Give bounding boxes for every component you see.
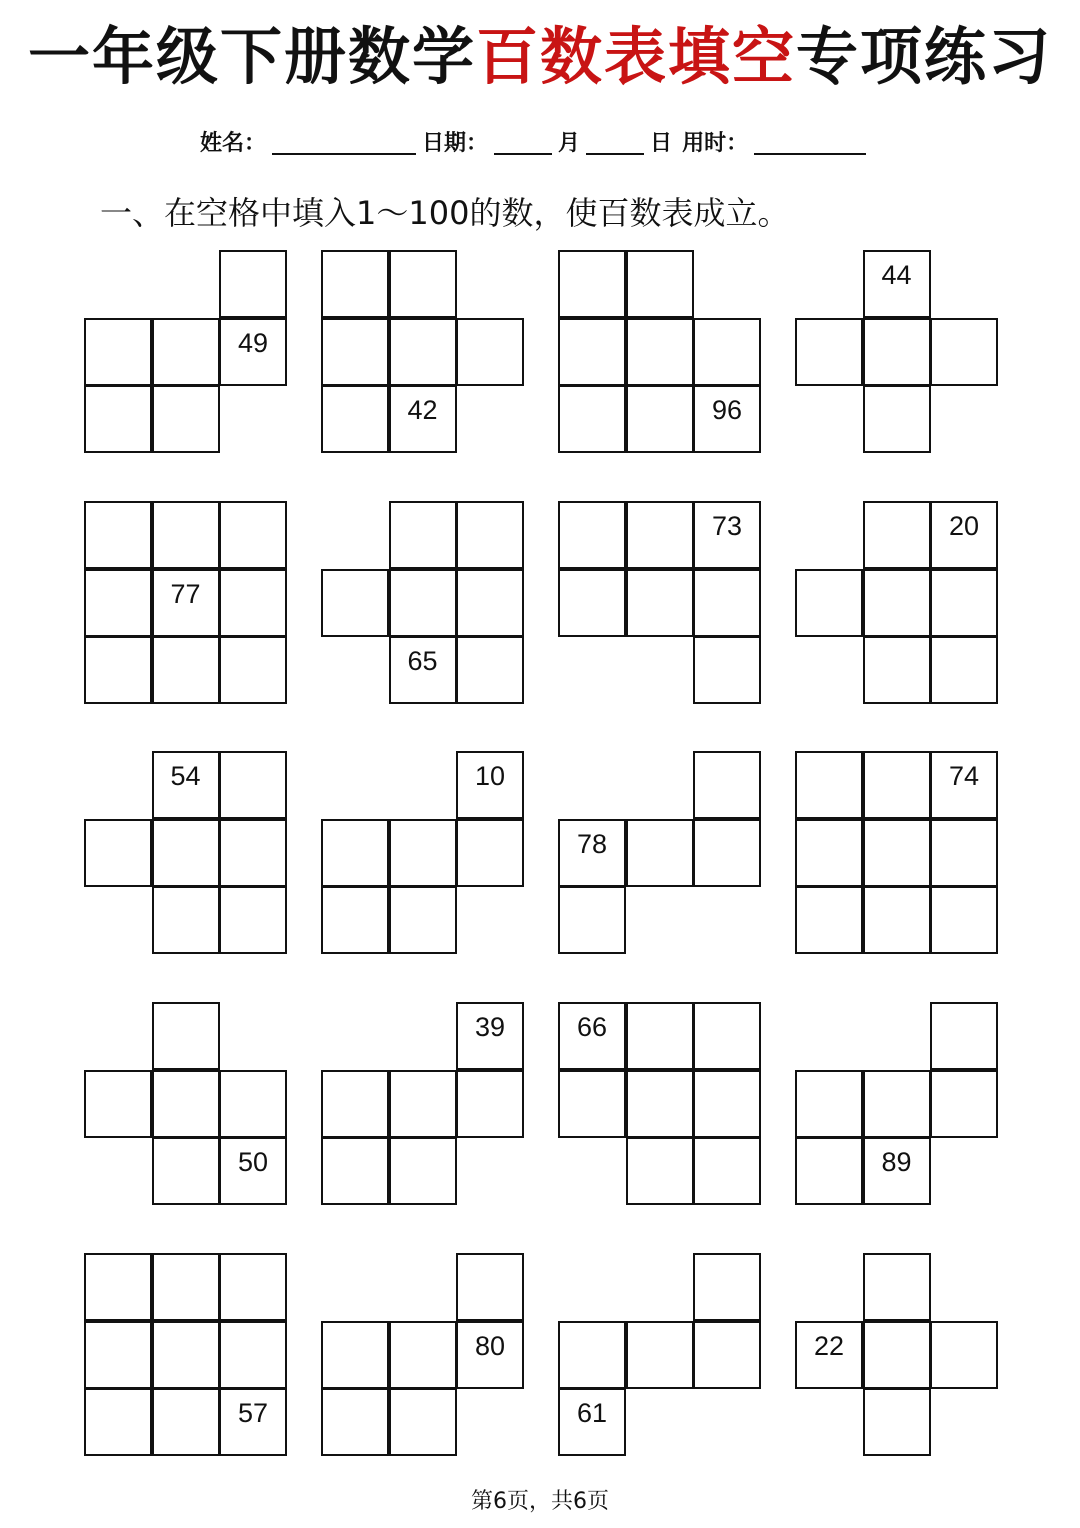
blank-cell[interactable] (321, 1388, 389, 1456)
blank-cell[interactable] (863, 1388, 931, 1456)
blank-cell[interactable] (795, 1137, 863, 1205)
blank-cell[interactable] (795, 569, 863, 637)
blank-cell[interactable] (693, 1137, 761, 1205)
blank-cell[interactable] (321, 385, 389, 453)
blank-cell[interactable] (152, 318, 220, 386)
blank-cell[interactable] (930, 819, 998, 887)
blank-cell[interactable] (321, 1137, 389, 1205)
blank-cell[interactable] (456, 1253, 524, 1321)
blank-cell[interactable] (863, 1070, 931, 1138)
given-number: 66 (576, 1012, 608, 1042)
blank-cell[interactable] (321, 1070, 389, 1138)
blank-cell[interactable] (930, 569, 998, 637)
blank-cell[interactable] (558, 1321, 626, 1389)
blank-cell[interactable] (626, 318, 694, 386)
blank-cell[interactable] (219, 250, 287, 318)
blank-cell[interactable] (152, 886, 220, 954)
blank-cell[interactable] (84, 318, 152, 386)
blank-cell[interactable] (219, 569, 287, 637)
blank-cell[interactable] (693, 819, 761, 887)
day-label: 日 (650, 131, 673, 156)
blank-cell[interactable] (321, 1321, 389, 1389)
blank-cell[interactable] (389, 1070, 457, 1138)
blank-cell[interactable] (389, 819, 457, 887)
blank-cell[interactable] (389, 318, 457, 386)
given-number: 73 (711, 511, 743, 541)
page-title (0, 20, 1080, 94)
blank-cell[interactable] (456, 819, 524, 887)
given-number: 20 (948, 511, 980, 541)
blank-cell[interactable] (389, 1388, 457, 1456)
time-blank[interactable] (754, 131, 866, 155)
given-number: 49 (237, 327, 269, 358)
blank-cell[interactable] (389, 250, 457, 318)
blank-cell[interactable] (558, 501, 626, 569)
blank-cell[interactable] (219, 886, 287, 954)
given-number-cell (558, 1002, 626, 1070)
blank-cell[interactable] (626, 385, 694, 453)
given-number: 22 (813, 1330, 845, 1361)
blank-cell[interactable] (863, 886, 931, 954)
given-number: 50 (237, 1147, 269, 1177)
blank-cell[interactable] (389, 569, 457, 637)
blank-cell[interactable] (930, 1070, 998, 1138)
blank-cell[interactable] (795, 886, 863, 954)
given-number-cell (795, 1321, 863, 1389)
given-number-cell (693, 385, 761, 453)
given-number-cell (456, 751, 524, 819)
blank-cell[interactable] (84, 1388, 152, 1456)
blank-cell[interactable] (795, 751, 863, 819)
blank-cell[interactable] (219, 1253, 287, 1321)
blank-cell[interactable] (626, 1002, 694, 1070)
time-label: 用时： (682, 131, 749, 156)
blank-cell[interactable] (795, 1070, 863, 1138)
blank-cell[interactable] (152, 1253, 220, 1321)
blank-cell[interactable] (456, 1070, 524, 1138)
given-number-cell (930, 751, 998, 819)
given-number-cell (219, 318, 287, 386)
given-number: 78 (576, 828, 608, 859)
blank-cell[interactable] (558, 886, 626, 954)
blank-cell[interactable] (84, 636, 152, 704)
given-number-cell (456, 1321, 524, 1389)
blank-cell[interactable] (152, 1070, 220, 1138)
blank-cell[interactable] (152, 385, 220, 453)
blank-cell[interactable] (456, 318, 524, 386)
blank-cell[interactable] (558, 250, 626, 318)
blank-cell[interactable] (84, 569, 152, 637)
name-label: 姓名： (200, 131, 267, 156)
blank-cell[interactable] (84, 501, 152, 569)
blank-cell[interactable] (219, 1070, 287, 1138)
blank-cell[interactable] (930, 318, 998, 386)
instruction-text: 一、在空格中填入1～100的数，使百数表成立。 (100, 194, 790, 232)
given-number: 61 (576, 1398, 608, 1428)
name-blank[interactable] (272, 131, 416, 155)
blank-cell[interactable] (152, 819, 220, 887)
blank-cell[interactable] (626, 1137, 694, 1205)
blank-cell[interactable] (626, 501, 694, 569)
given-number-cell (389, 636, 457, 704)
blank-cell[interactable] (219, 819, 287, 887)
blank-cell[interactable] (626, 1321, 694, 1389)
given-number-cell (219, 1137, 287, 1205)
blank-cell[interactable] (930, 1002, 998, 1070)
day-blank[interactable] (586, 131, 644, 155)
blank-cell[interactable] (558, 1070, 626, 1138)
given-number-cell (863, 250, 931, 318)
month-blank[interactable] (494, 131, 552, 155)
blank-cell[interactable] (863, 819, 931, 887)
blank-cell[interactable] (863, 318, 931, 386)
blank-cell[interactable] (152, 1002, 220, 1070)
blank-cell[interactable] (693, 1321, 761, 1389)
blank-cell[interactable] (693, 569, 761, 637)
given-number: 77 (170, 578, 201, 609)
blank-cell[interactable] (219, 1321, 287, 1389)
given-number-cell (389, 385, 457, 453)
blank-cell[interactable] (152, 1321, 220, 1389)
blank-cell[interactable] (389, 886, 457, 954)
given-number: 39 (474, 1012, 506, 1042)
blank-cell[interactable] (863, 1253, 931, 1321)
student-info-line (200, 126, 872, 157)
given-number: 96 (711, 395, 743, 425)
page-footer: 第6页，共6页 (471, 1489, 609, 1514)
given-number: 89 (881, 1147, 912, 1177)
blank-cell[interactable] (626, 250, 694, 318)
blank-cell[interactable] (84, 1070, 152, 1138)
given-number-cell (863, 1137, 931, 1205)
blank-cell[interactable] (456, 636, 524, 704)
title-part-1: 一年级下册数学 (27, 20, 476, 93)
given-number: 42 (407, 395, 438, 425)
blank-cell[interactable] (795, 819, 863, 887)
blank-cell[interactable] (863, 501, 931, 569)
blank-cell[interactable] (693, 1002, 761, 1070)
blank-cell[interactable] (84, 385, 152, 453)
given-number: 57 (237, 1398, 269, 1428)
given-number-cell (930, 501, 998, 569)
blank-cell[interactable] (389, 501, 457, 569)
blank-cell[interactable] (321, 819, 389, 887)
blank-cell[interactable] (321, 569, 389, 637)
title-part-2: 专项练习 (796, 20, 1053, 93)
blank-cell[interactable] (321, 250, 389, 318)
blank-cell[interactable] (152, 501, 220, 569)
blank-cell[interactable] (558, 318, 626, 386)
blank-cell[interactable] (863, 385, 931, 453)
given-number-cell (558, 819, 626, 887)
blank-cell[interactable] (863, 751, 931, 819)
blank-cell[interactable] (930, 886, 998, 954)
blank-cell[interactable] (152, 636, 220, 704)
given-number: 54 (170, 761, 201, 791)
given-number: 65 (407, 646, 438, 676)
blank-cell[interactable] (84, 1253, 152, 1321)
blank-cell[interactable] (219, 751, 287, 819)
blank-cell[interactable] (863, 636, 931, 704)
blank-cell[interactable] (389, 1137, 457, 1205)
blank-cell[interactable] (152, 1388, 220, 1456)
blank-cell[interactable] (626, 1070, 694, 1138)
blank-cell[interactable] (456, 501, 524, 569)
blank-cell[interactable] (693, 636, 761, 704)
given-number-cell (693, 501, 761, 569)
blank-cell[interactable] (693, 1070, 761, 1138)
blank-cell[interactable] (863, 1321, 931, 1389)
given-number-cell (219, 1388, 287, 1456)
blank-cell[interactable] (558, 385, 626, 453)
given-number-cell (152, 751, 220, 819)
blank-cell[interactable] (626, 819, 694, 887)
blank-cell[interactable] (456, 569, 524, 637)
blank-cell[interactable] (795, 318, 863, 386)
given-number-cell (558, 1388, 626, 1456)
blank-cell[interactable] (219, 636, 287, 704)
blank-cell[interactable] (84, 819, 152, 887)
given-number: 74 (948, 761, 980, 791)
blank-cell[interactable] (558, 569, 626, 637)
title-highlight: 百数表填空 (475, 20, 796, 93)
blank-cell[interactable] (84, 1321, 152, 1389)
date-label: 日期： (422, 131, 489, 156)
month-label: 月 (558, 131, 581, 156)
given-number-cell (152, 569, 220, 637)
blank-cell[interactable] (626, 569, 694, 637)
blank-cell[interactable] (321, 318, 389, 386)
blank-cell[interactable] (693, 318, 761, 386)
blank-cell[interactable] (321, 886, 389, 954)
given-number: 80 (474, 1330, 506, 1361)
blank-cell[interactable] (389, 1321, 457, 1389)
blank-cell[interactable] (863, 569, 931, 637)
blank-cell[interactable] (693, 1253, 761, 1321)
given-number-cell (456, 1002, 524, 1070)
blank-cell[interactable] (693, 751, 761, 819)
blank-cell[interactable] (930, 636, 998, 704)
given-number: 10 (474, 761, 506, 791)
blank-cell[interactable] (930, 1321, 998, 1389)
blank-cell[interactable] (152, 1137, 220, 1205)
blank-cell[interactable] (219, 501, 287, 569)
given-number: 44 (881, 260, 912, 290)
